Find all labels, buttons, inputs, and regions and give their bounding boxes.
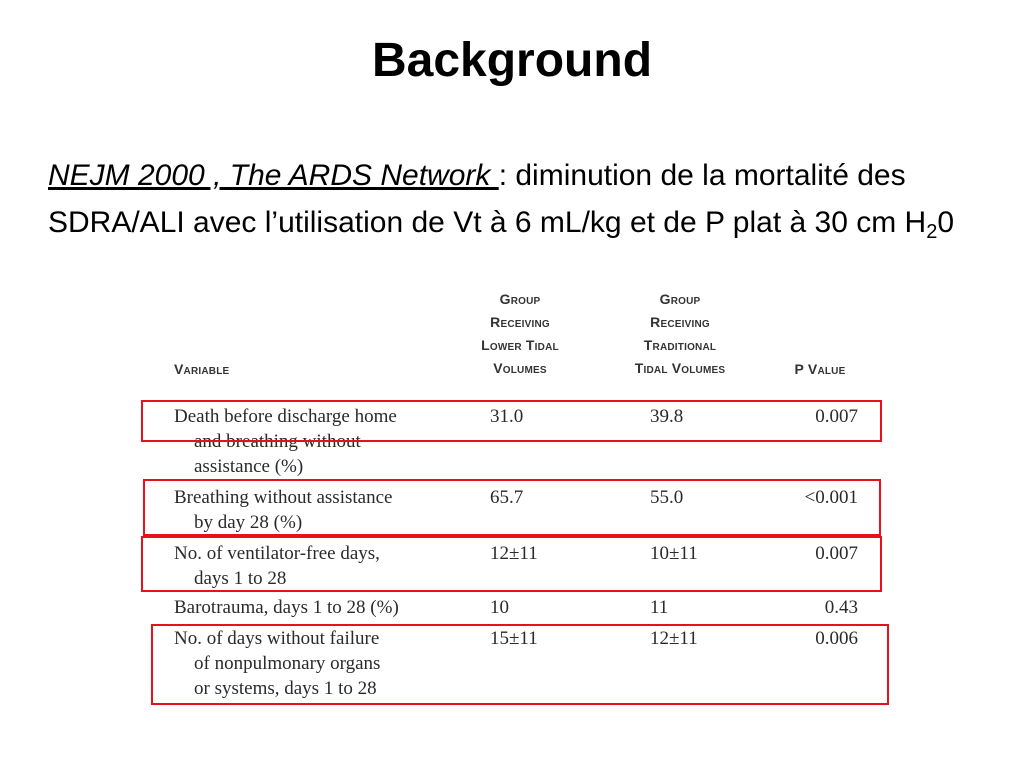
p-value: 0.007 — [815, 406, 858, 427]
variable-line: days 1 to 28 — [194, 568, 287, 589]
slide-title: Background — [371, 34, 653, 87]
header-variable: Variable — [174, 361, 230, 377]
highlight-box — [141, 536, 882, 592]
lower-volume-value: 15±11 — [490, 628, 538, 649]
header-traditional-line-4: Tidal Volumes — [634, 360, 726, 376]
highlight-box — [141, 400, 882, 442]
lower-volume-value: 10 — [490, 597, 509, 618]
lower-volume-value: 65.7 — [490, 487, 524, 508]
p-value: 0.43 — [824, 597, 858, 618]
slide-body-text — [48, 152, 978, 246]
variable-line: or systems, days 1 to 28 — [194, 678, 377, 699]
traditional-volume-value: 55.0 — [650, 487, 684, 508]
variable-cell — [174, 595, 464, 620]
highlight-box — [151, 624, 889, 705]
header-lower-line-4: Volumes — [493, 360, 547, 376]
reference-citation: NEJM 2000 , The ARDS Network — [48, 159, 499, 192]
p-value: <0.001 — [804, 487, 858, 508]
subscript-2: 2 — [926, 221, 938, 243]
lower-volume-value: 31.0 — [490, 406, 524, 427]
header-lower-tidal-volume-group — [455, 288, 585, 380]
header-traditional-line-3: Traditional — [643, 337, 717, 353]
variable-line: and breathing without — [194, 431, 361, 452]
variable-line: assistance (%) — [194, 456, 304, 477]
traditional-volume-value: 12±11 — [650, 628, 698, 649]
header-traditional-line-2: Receiving — [650, 314, 710, 330]
highlight-box — [143, 479, 881, 536]
traditional-volume-value: 39.8 — [650, 406, 684, 427]
variable-line: No. of ventilator-free days, — [174, 543, 380, 564]
header-p-value: P Value — [794, 361, 846, 377]
header-lower-line-1: Group — [499, 291, 541, 307]
traditional-volume-value: 10±11 — [650, 543, 698, 564]
header-lower-line-3: Lower Tidal — [481, 337, 559, 353]
body-sentence-end: 0 — [937, 206, 955, 239]
variable-line: Death before discharge home — [174, 406, 397, 427]
traditional-volume-value: 11 — [650, 597, 669, 618]
variable-line: Breathing without assistance — [174, 487, 393, 508]
variable-line: No. of days without failure — [174, 628, 380, 649]
body-sentence: : diminution de la mortalité des SDRA/ALI avec l’utilisation de Vt à 6 mL/kg et de P plat à 30 cm H — [48, 159, 927, 239]
header-traditional-line-1: Group — [659, 291, 701, 307]
variable-line: of nonpulmonary organs — [194, 653, 381, 674]
lower-volume-value: 12±11 — [490, 543, 538, 564]
variable-line: Barotrauma, days 1 to 28 (%) — [174, 597, 399, 618]
header-traditional-tidal-volume-group — [605, 288, 755, 380]
p-value: 0.007 — [815, 543, 858, 564]
p-value: 0.006 — [815, 628, 858, 649]
variable-line: by day 28 (%) — [194, 512, 303, 533]
header-lower-line-2: Receiving — [490, 314, 550, 330]
